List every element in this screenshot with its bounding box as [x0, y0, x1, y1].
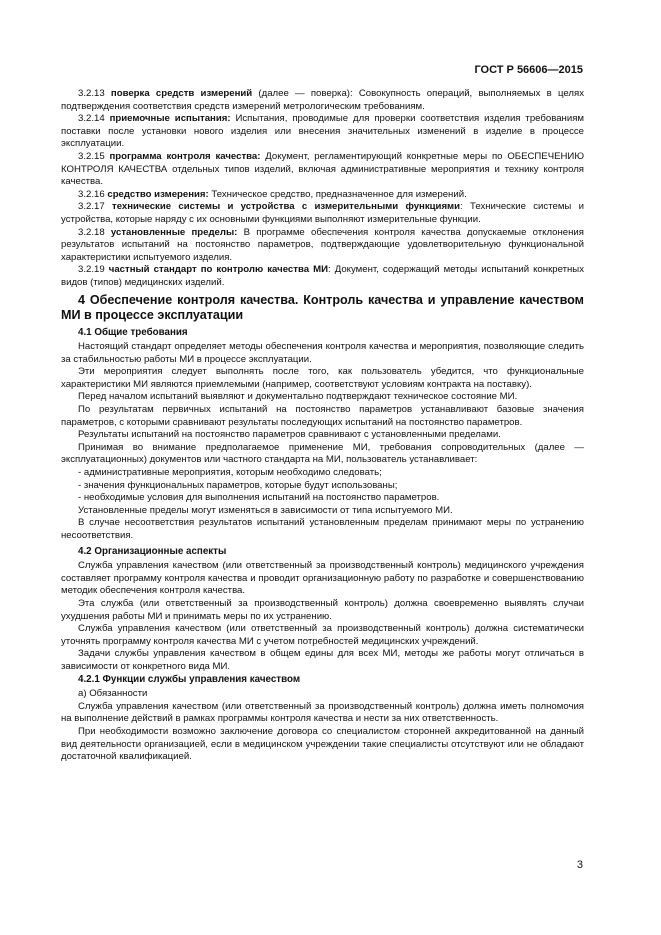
document-body: [61, 88, 584, 764]
term-definition: Испытания, проводимые для проверки соответствия изделия требованиям поставки после установки нового изделия или внесения значительных изменений в изделие в процессе эксплуатации.: [61, 113, 584, 150]
term-title: частный стандарт по контролю качества МИ: [108, 264, 328, 276]
term-definition: (далее — поверка): Совокупность операций, выполняемых в целях подтверждения соответствия средств измерений метрологическим требованиям.: [61, 88, 584, 112]
term-definition: Документ, регламентирующий конкретные меры по ОБЕСПЕЧЕНИЮ КОНТРОЛЯ КАЧЕСТВА отдельных типов изделий, включая административные мероприятия и технику контроля качества.: [61, 150, 585, 188]
paragraph: В случае несоответствия результатов испытаний установленным пределам принимают меры по устранению несоответствия.: [61, 517, 584, 541]
paragraph: Принимая во внимание предполагаемое применение МИ, требования сопроводительных (далее — эксплуатационных) документов или частного стандарта на МИ, пользователь устанавливает:: [61, 441, 584, 466]
subheading-duties: а) Обязанности: [78, 688, 148, 700]
term-3-2-15: [61, 151, 584, 189]
paragraph: Задачи службы управления качеством в общем едины для всех МИ, методы же работы могут отличаться в зависимости от конкретного вида МИ.: [61, 648, 584, 672]
term-title: технические системы и устройства с измерительными функциями: [112, 201, 461, 213]
term-3-2-13: [61, 88, 584, 113]
term-number: 3.2.18: [78, 226, 105, 238]
paragraph: Служба управления качеством (или ответственный за производственный контроль) должна систематически уточнять программу контроля качества МИ с учетом потребностей медицинских учреждений.: [61, 623, 584, 647]
term-3-2-19: [61, 264, 584, 289]
term-number: 3.2.17: [78, 201, 105, 213]
section-4-2-1-heading: 4.2.1 Функции службы управления качеством: [78, 673, 301, 685]
list-item: - необходимые условия для выполнения испытаний на постоянство параметров.: [78, 492, 440, 504]
paragraph: Служба управления качеством (или ответственный за производственный контроль) медицинского учреждения составляет программу контроля качества и проводит организационную работу по разработке и совершенствованию методик обеспечения контроля качества.: [61, 560, 584, 597]
paragraph: Перед началом испытаний выявляют и документально подтверждают техническое состояние МИ.: [78, 391, 518, 403]
term-title: приемочные испытания:: [109, 113, 231, 125]
term-title: установленные пределы:: [110, 226, 238, 238]
paragraph: При необходимости возможно заключение договора со специалистом сторонней аккредитованной на данный вид деятельности организацией, если в медицинском учреждении такие специалисты отсутствуют или не обладают достаточной квалификацией.: [61, 725, 584, 763]
term-number: 3.2.16: [78, 188, 105, 200]
term-title: поверка средств измерений: [110, 88, 253, 99]
term-definition: : Документ, содержащий методы испытаний конкретных видов (типов) медицинских изделий.: [61, 264, 585, 288]
term-definition: Техническое средство, предназначенное для измерений.: [208, 188, 467, 200]
list-item: - значения функциональных параметров, которые будут использованы;: [78, 479, 398, 491]
paragraph: Эти мероприятия следует выполнять после того, как пользователь убедится, что функциональные характеристики МИ являются приемлемыми (например, соответствуют условиям контракта на поставку).: [61, 366, 584, 390]
term-3-2-17: [61, 201, 584, 226]
section-4-1-heading: 4.1 Общие требования: [78, 326, 188, 338]
document-id-header: ГОСТ Р 56606—2015: [474, 64, 583, 76]
term-number: 3.2.19: [78, 264, 105, 276]
term-number: 3.2.14: [78, 113, 105, 125]
term-definition: В программе обеспечения контроля качества допускаемые отклонения результатов испытаний на постоянство параметров, подтверждающие удовлетворительную функциональной характеристики испытуемого изделия.: [61, 226, 584, 263]
paragraph: По результатам первичных испытаний на постоянство параметров устанавливают базовые значения параметров, с которыми сравнивают результаты последующих испытаний на постоянство параметров.: [61, 404, 584, 428]
term-3-2-18: [61, 227, 584, 265]
term-3-2-14: [61, 113, 584, 151]
term-title: средство измерения:: [107, 188, 209, 200]
paragraph: Установленные пределы могут изменяться в зависимости от типа испытуемого МИ.: [78, 504, 453, 516]
paragraph: Настоящий стандарт определяет методы обеспечения контроля качества и мероприятия, позволяющие следить за стабильностью работы МИ в процессе эксплуатации.: [61, 341, 584, 365]
section-4-2-heading: 4.2 Организационные аспекты: [78, 545, 227, 557]
paragraph: Служба управления качеством (или ответственный за производственный контроль) должна иметь полномочия на выполнение действий в рамках программы контроля качества и нести за них ответственность.: [61, 700, 584, 725]
term-number: 3.2.15: [78, 150, 105, 162]
term-number: 3.2.13: [78, 88, 105, 99]
page-number: 3: [576, 859, 583, 871]
list-item: - административные мероприятия, которым необходимо следовать;: [78, 467, 382, 479]
section-4-heading: 4 Обеспечение контроля качества. Контроль качества и управление качеством МИ в процессе эксплуатации: [61, 292, 584, 322]
term-definition: : Технические системы и устройства, которые наряду с их основными функциями выполняют измерительные функции.: [61, 201, 584, 225]
paragraph: Эта служба (или ответственный за производственный контроль) должна своевременно выявлять случаи ухудшения работы МИ и принимать меры по их устранению.: [61, 597, 584, 622]
term-3-2-16: [61, 189, 584, 202]
term-title: программа контроля качества:: [109, 150, 261, 162]
paragraph: Результаты испытаний на постоянство параметров сравнивают с установленными пределами.: [78, 429, 501, 441]
